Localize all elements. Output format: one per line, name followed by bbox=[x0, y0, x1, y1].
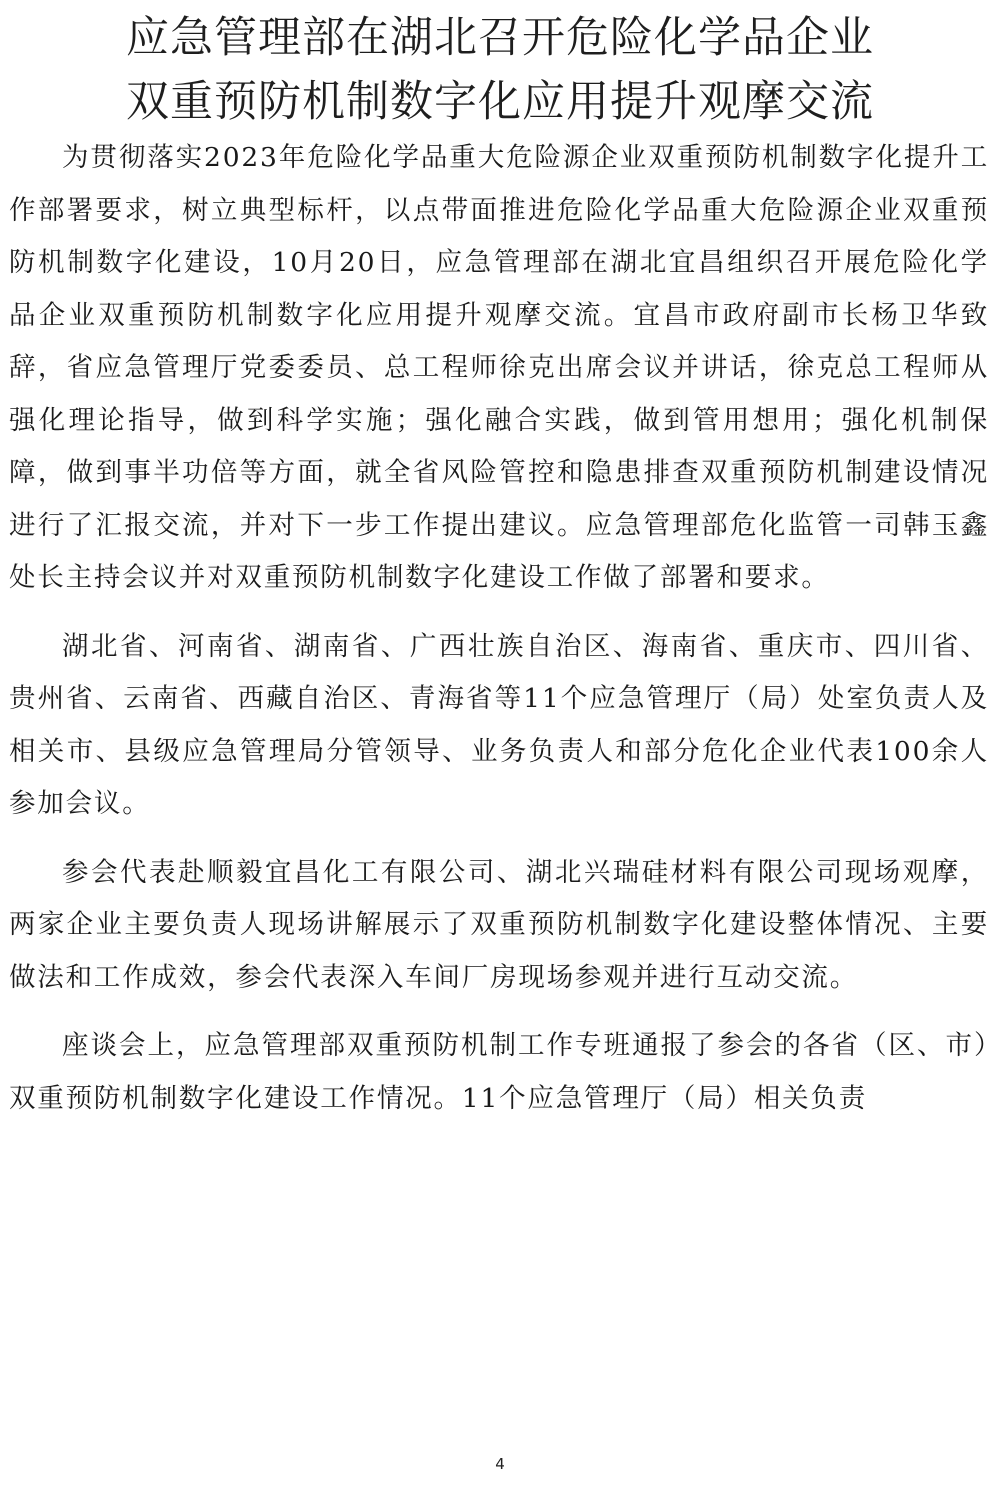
paragraph-4: 座谈会上，应急管理部双重预防机制工作专班通报了参会的各省（区、市）双重预防机制数字化建设工作情况。11个应急管理厅（局）相关负责 bbox=[9, 1030, 989, 1114]
paragraph-2: 湖北省、河南省、湖南省、广西壮族自治区、海南省、重庆市、四川省、贵州省、云南省、西藏自治区、青海省等11个应急管理厅（局）处室负责人及相关市、县级应急管理局分管领导、业务负责人和部分危化企业代表100余人参加会议。 bbox=[9, 630, 989, 819]
paragraph-1: 为贯彻落实2023年危险化学品重大危险源企业双重预防机制数字化提升工作部署要求，树立典型标杆，以点带面推进危险化学品重大危险源企业双重预防机制数字化建设，10月20日，应急管理部在湖北宜昌组织召开展危险化学品企业双重预防机制数字化应用提升观摩交流。宜昌市政府副市长杨卫华致辞，省应急管理厅党委委员、总工程师徐克出席会议并讲话，徐克总工程师从强化理论指导，做到科学实施；强化融合实践，做到管用想用；强化机制保障，做到事半功倍等方面，就全省风险管控和隐患排查双重预防机制建设情况进行了汇报交流，并对下一步工作提出建议。应急管理部危化监管一司韩玉鑫处长主持会议并对双重预防机制数字化建设工作做了部署和要求。 bbox=[9, 142, 989, 593]
page-number: 4 bbox=[495, 1455, 505, 1473]
page-title bbox=[0, 6, 1000, 134]
title-line-1: 应急管理部在湖北召开危险化学品企业 bbox=[126, 13, 874, 63]
article-body bbox=[9, 132, 989, 1141]
paragraph-3: 参会代表赴顺毅宜昌化工有限公司、湖北兴瑞硅材料有限公司现场观摩，两家企业主要负责人现场讲解展示了双重预防机制数字化建设整体情况、主要做法和工作成效，参会代表深入车间厂房现场参观并进行互动交流。 bbox=[9, 856, 989, 993]
title-line-2: 双重预防机制数字化应用提升观摩交流 bbox=[126, 77, 874, 127]
